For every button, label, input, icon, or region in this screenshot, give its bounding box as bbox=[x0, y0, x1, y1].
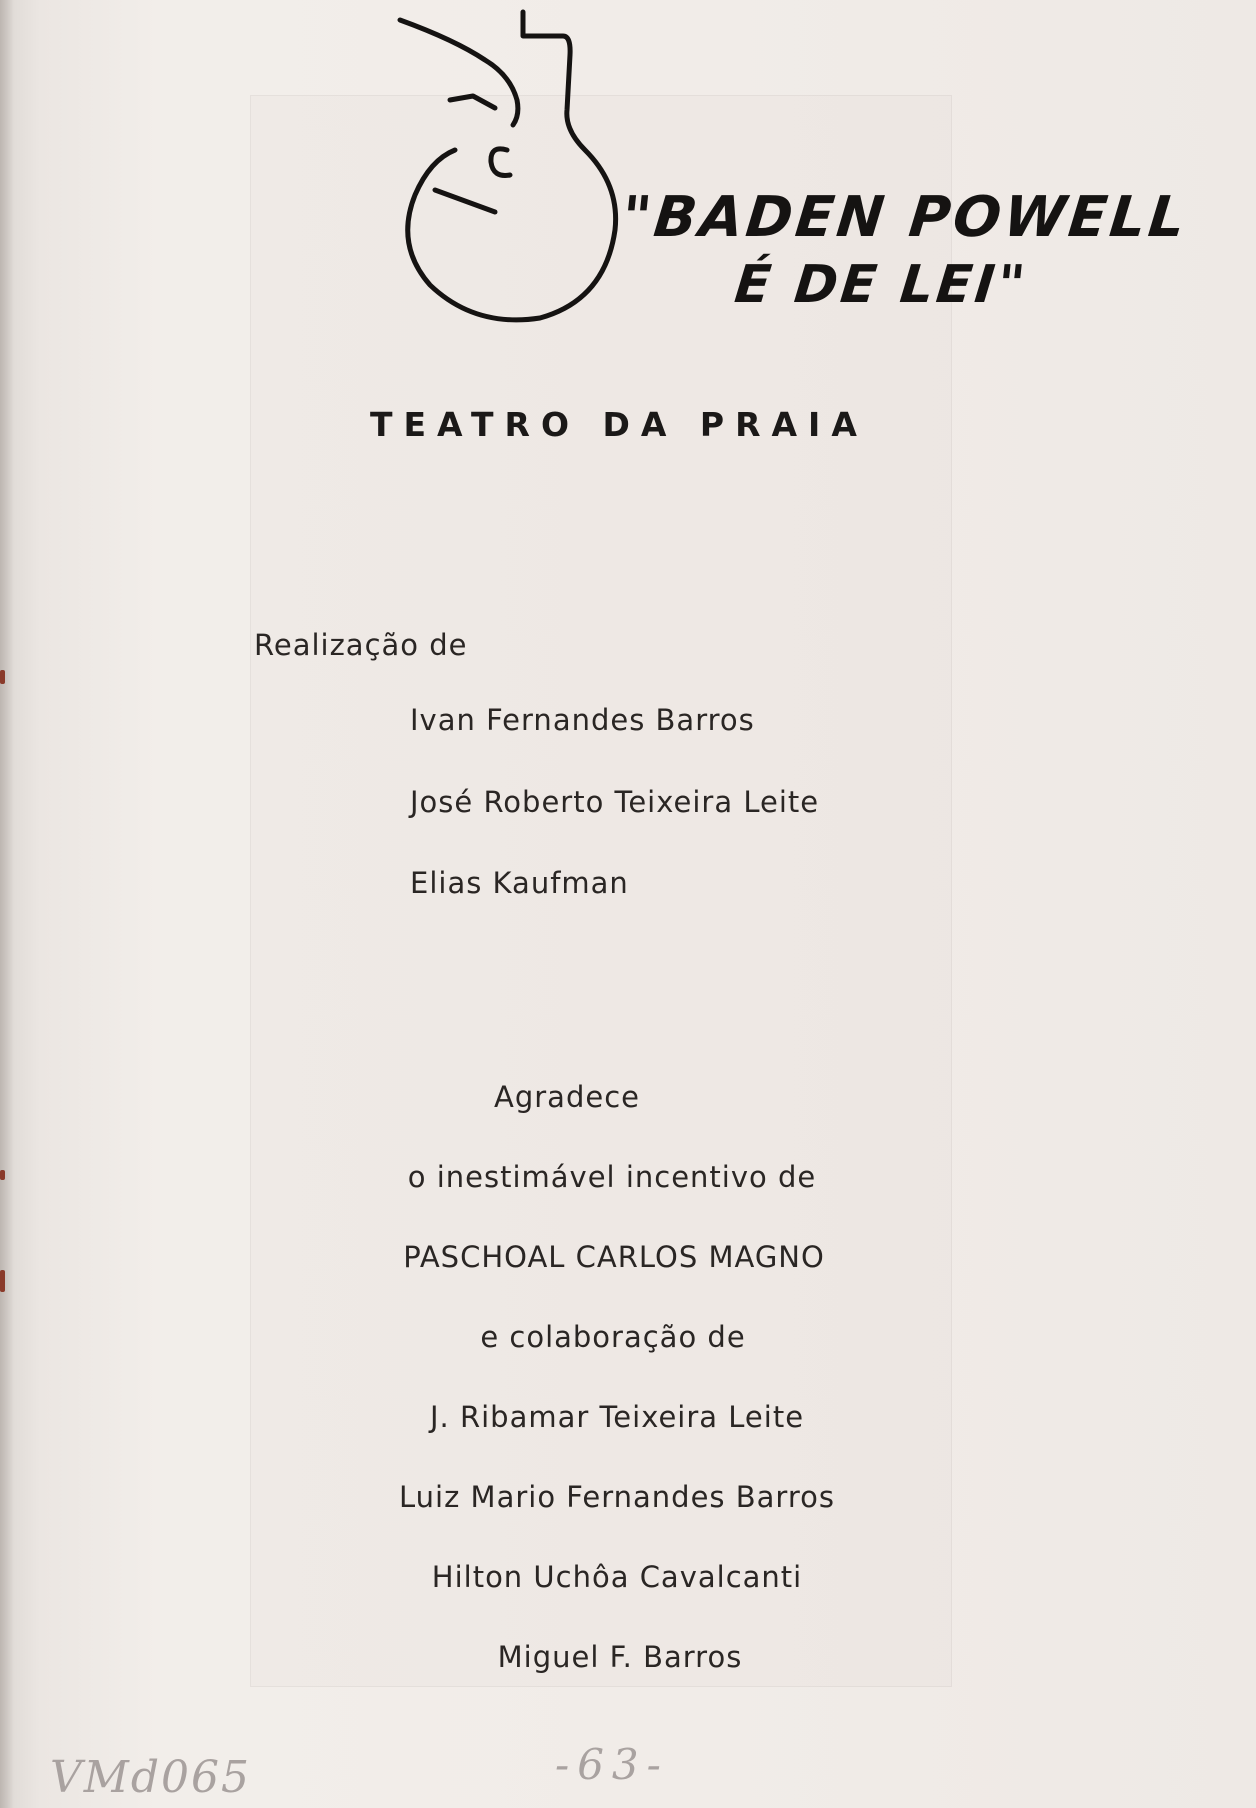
player-ear bbox=[491, 149, 510, 176]
production-name: Elias Kaufman bbox=[410, 866, 629, 900]
thanks-heading: Agradece bbox=[494, 1080, 640, 1114]
page-edge-shadow bbox=[0, 0, 14, 1808]
binding-mark bbox=[0, 1170, 5, 1180]
catalog-code: VMd065 bbox=[50, 1752, 251, 1803]
binding-mark bbox=[0, 670, 5, 684]
production-name: José Roberto Teixeira Leite bbox=[410, 785, 820, 819]
guitar-body-inner bbox=[435, 190, 495, 212]
player-hair bbox=[400, 20, 518, 125]
show-title-line-1: "BADEN POWELL bbox=[618, 185, 1191, 250]
binding-mark bbox=[0, 1270, 5, 1292]
patron-name: PASCHOAL CARLOS MAGNO bbox=[403, 1240, 825, 1274]
show-title-line-2: É DE LEI" bbox=[731, 255, 1031, 315]
player-face bbox=[450, 96, 495, 108]
page-number: -63- bbox=[555, 1740, 669, 1789]
collaborator-name: Luiz Mario Fernandes Barros bbox=[399, 1480, 835, 1514]
collaborator-name: Hilton Uchôa Cavalcanti bbox=[431, 1560, 803, 1594]
production-heading: Realização de bbox=[254, 628, 468, 662]
production-name: Ivan Fernandes Barros bbox=[410, 703, 755, 737]
thanks-line: o inestimável incentivo de bbox=[407, 1160, 817, 1194]
guitar-headstock bbox=[408, 12, 616, 320]
collaborator-name: Miguel F. Barros bbox=[497, 1640, 743, 1674]
collaboration-heading: e colaboração de bbox=[480, 1320, 746, 1354]
collaborator-name: J. Ribamar Teixeira Leite bbox=[429, 1400, 805, 1434]
theater-name: TEATRO DA PRAIA bbox=[370, 405, 868, 444]
